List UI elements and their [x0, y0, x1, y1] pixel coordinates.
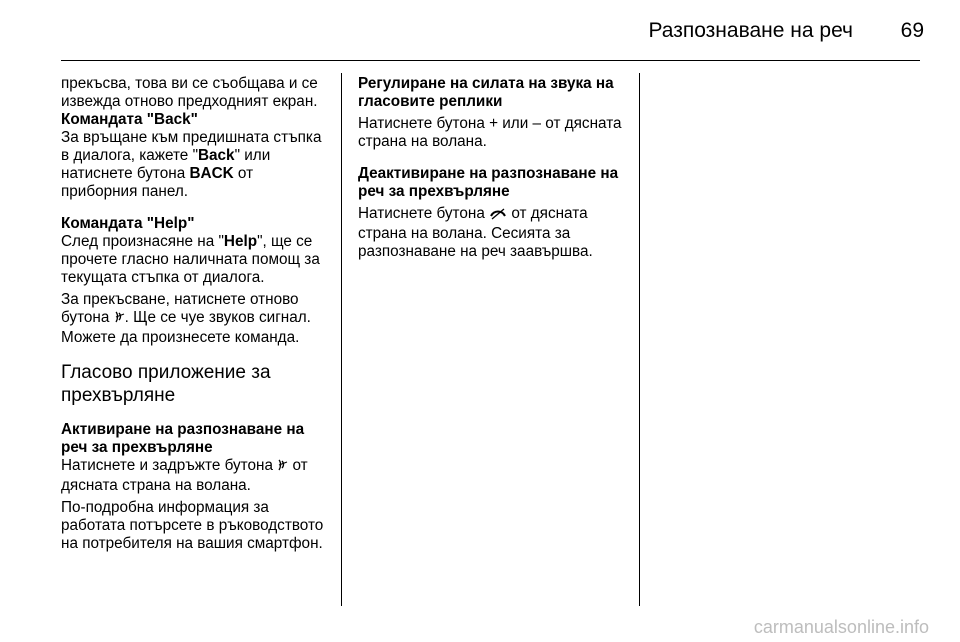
interrupt-paragraph: За прекъсване, натиснете отново бутона . Ще се чуе звуков сигнал. Можете да произнесете команда.: [61, 291, 311, 346]
column-divider-left: [341, 73, 342, 606]
activate-heading: Активиране на разпознаване на реч за прехвърляне: [61, 421, 305, 456]
activate-paragraph: Натиснете и задръжте бутона от дясната страна на волана.: [61, 457, 308, 494]
back-keyword: Back: [198, 147, 235, 164]
section-title: Гласово приложение за прехвърляне: [61, 362, 271, 406]
page-title: Разпознаване на реч: [648, 19, 853, 42]
plus-button-symbol: +: [489, 115, 499, 132]
voice-button-icon: [114, 310, 125, 329]
back-command-heading: Командата "Back": [61, 111, 198, 128]
back-command-paragraph: За връщане към предишната стъпка в диалога, кажете "Back" или натиснете бутона BACK от приборния панел.: [61, 129, 322, 200]
middle-column: [358, 75, 630, 261]
help-keyword: Help: [223, 233, 258, 250]
intro-paragraph: прекъсва, това ви се съобщава и се извежда отново предходният екран.: [61, 75, 318, 110]
volume-paragraph: Натиснете бутона + или – от дясната страна на волана.: [358, 115, 622, 150]
help-command-paragraph: След произнасяне на "Help", ще се прочете гласно наличната помощ за текущата стъпка от диалога.: [61, 233, 320, 286]
voice-button-icon: [277, 458, 288, 477]
watermark: carmanualsonline.info: [753, 617, 929, 637]
more-info-paragraph: По-подробна информация за работата потърсете в ръководството на потребителя на вашия смартфон.: [61, 499, 324, 552]
column-divider-right: [639, 73, 640, 606]
left-column: [61, 75, 333, 553]
page-number: 69: [900, 19, 924, 42]
back-button-label: BACK: [189, 165, 234, 182]
deactivate-heading: Деактивиране на разпознаване на реч за прехвърляне: [358, 165, 619, 200]
volume-heading: Регулиране на силата на звука на гласовите реплики: [358, 75, 614, 110]
help-command-heading: Командата "Help": [61, 215, 195, 232]
hang-up-icon: [489, 207, 507, 225]
minus-button-symbol: –: [532, 115, 542, 132]
deactivate-paragraph: Натиснете бутона от дясната страна на волана. Сесията за разпознаване на реч заавършва.: [358, 205, 593, 260]
header-divider: [61, 60, 920, 61]
